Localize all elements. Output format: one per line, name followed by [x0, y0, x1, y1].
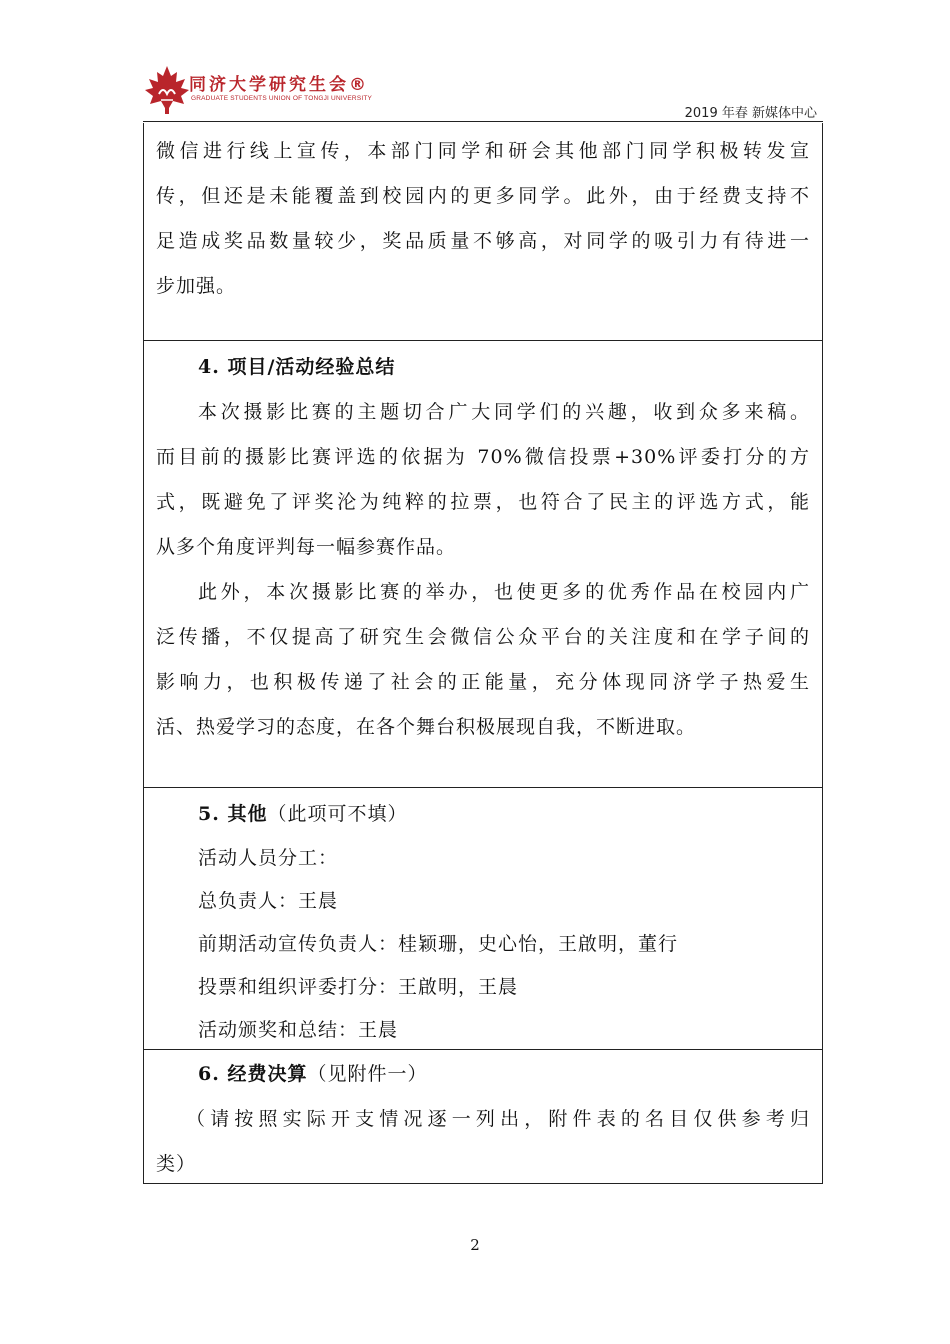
section-4-cell	[144, 341, 822, 788]
section-6-title: 6. 经费决算（见附件一）	[198, 1063, 428, 1085]
section-6-note: （见附件一）	[307, 1063, 428, 1085]
continued-cell	[144, 123, 822, 341]
paragraph-line: 而目前的摄影比赛评选的依据为 70%微信投票+30%评委打分的方	[156, 446, 810, 468]
continued-line: 步加强。	[156, 275, 237, 297]
paragraph-line: 从多个角度评判每一幅参赛作品。	[156, 536, 457, 558]
report-table	[143, 123, 823, 1184]
paragraph-line: 活、热爱学习的态度，在各个舞台积极展现自我，不断进取。	[156, 716, 697, 738]
org-subtitle: GRADUATE STUDENTS UNION OF TONGJI UNIVERSITY	[191, 95, 373, 102]
continued-line: 足造成奖品数量较少，奖品质量不够高，对同学的吸引力有待进一	[156, 230, 810, 252]
paragraph-line: 影响力，也积极传递了社会的正能量，充分体现同济学子热爱生	[156, 671, 810, 693]
maple-leaf-logo-icon	[143, 64, 191, 116]
paragraph-line: 式，既避免了评奖沦为纯粹的拉票，也符合了民主的评选方式，能	[156, 491, 810, 513]
staff-line: 前期活动宣传负责人：桂颖珊，史心怡，王啟明，董行	[198, 933, 679, 955]
staff-line: 活动颁奖和总结：王晨	[198, 1019, 399, 1041]
paragraph-line: 本次摄影比赛的主题切合广大同学们的兴趣，收到众多来稿。	[198, 401, 810, 423]
paragraph-line: 类）	[156, 1153, 197, 1175]
header-divider	[143, 121, 823, 122]
section-4-title: 4. 项目/活动经验总结	[198, 356, 396, 378]
paragraph-line: 泛传播，不仅提高了研究生会微信公众平台的关注度和在学子间的	[156, 626, 810, 648]
section-5-note: （此项可不填）	[267, 803, 408, 825]
page-header	[143, 62, 823, 124]
section-6-cell	[144, 1050, 822, 1183]
staff-line: 投票和组织评委打分：王啟明，王晨	[198, 976, 519, 998]
staff-line: 活动人员分工：	[198, 847, 339, 869]
org-name: 同济大学研究生会®	[189, 75, 369, 95]
page-number: 2	[470, 1236, 480, 1254]
section-5-cell	[144, 788, 822, 1050]
staff-line: 总负责人：王晨	[198, 890, 339, 912]
paragraph-line: 此外，本次摄影比赛的举办，也使更多的优秀作品在校园内广	[198, 581, 810, 603]
continued-line: 微信进行线上宣传，本部门同学和研会其他部门同学积极转发宣	[156, 140, 810, 162]
header-semester: 2019 年春 新媒体中心	[684, 106, 817, 121]
continued-line: 传，但还是未能覆盖到校园内的更多同学。此外，由于经费支持不	[156, 185, 810, 207]
paragraph-line: （请按照实际开支情况逐一列出，附件表的名目仅供参考归	[186, 1108, 810, 1130]
section-5-title: 5. 其他（此项可不填）	[198, 803, 408, 825]
